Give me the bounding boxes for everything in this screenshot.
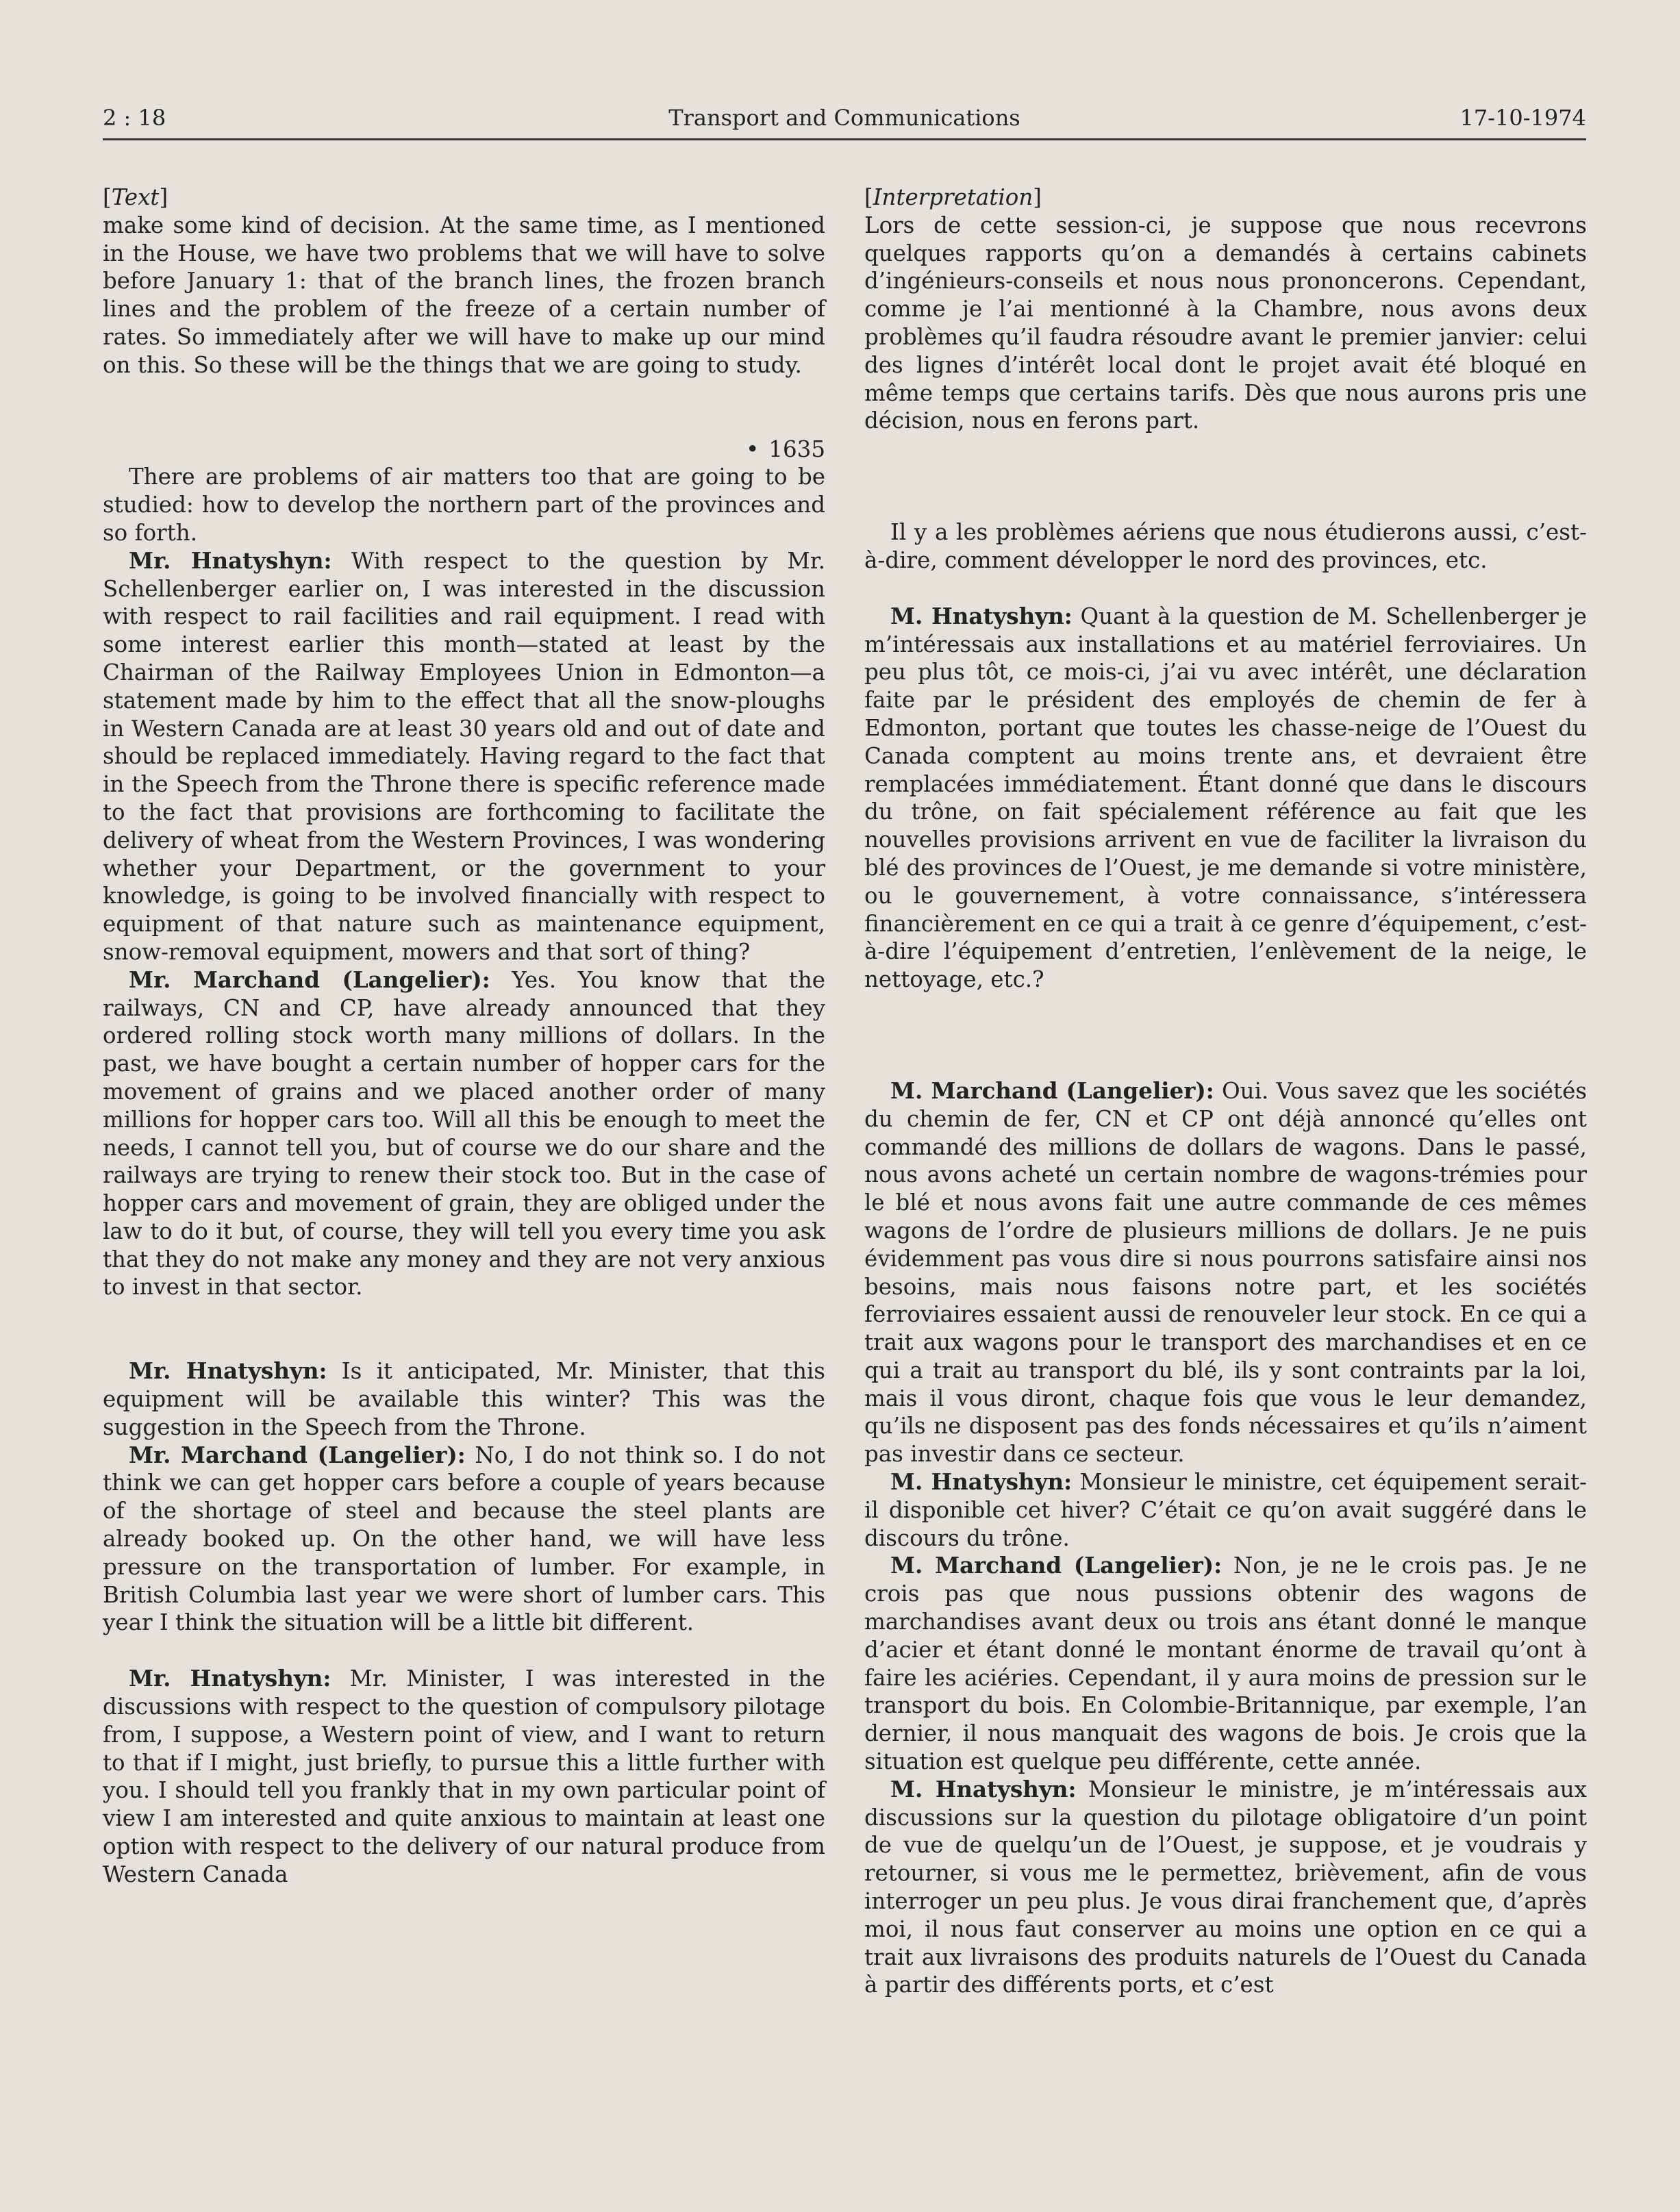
page-number: 2 : 18 bbox=[103, 105, 166, 131]
speech-paragraph: Mr. Hnatyshyn: Is it anticipated, Mr. Minister, that this equipment will be available this winter? This was the suggestion in the Speech from the Throne. bbox=[103, 1357, 825, 1440]
paragraph: make some kind of decision. At the same time, as I mentioned in the House, we have two problems that we will have to solve before January 1: that of the branch lines, the frozen branch lines and the problem of the freeze of a certain number of rates. So immediately after we will have to make up our mind on this. So these will be the things that we are going to study. bbox=[103, 212, 825, 378]
speaker-name: M. Hnatyshyn: bbox=[890, 602, 1073, 629]
speaker-name: Mr. Marchand (Langelier): bbox=[129, 1441, 466, 1468]
speech-paragraph: M. Hnatyshyn: Monsieur le ministre, je m’intéressais aux discussions sur la question du pilotage obligatoire d’un point de vue de quelqu’un de l’Ouest, je suppose, et je voudrais y retourner, si vous me le permettez, brièvement, afin de vous interroger un peu plus. Je vous dirai franchement que, d’après moi, il nous faut conserver au moins une option en ce qui a trait aux livraisons des produits naturels de l’Ouest du Canada à partir des différents ports, et c’est bbox=[864, 1775, 1587, 1998]
text-label: [Text] bbox=[103, 184, 168, 210]
speech-paragraph: Mr. Hnatyshyn: With respect to the question by Mr. Schellenberger earlier on, I was interested in the discussion with respect to rail facilities and rail equipment. I read with some interest earlier this month—stated at least by the Chairman of the Railway Employees Union in Edmonton—a statement made by him to the effect that all the snow-ploughs in Western Canada are at least 30 years old and out of date and should be replaced immediately. Having regard to the fact that in the Speech from the Throne there is specific reference made to the fact that provisions are forthcoming to facilitate the delivery of wheat from the Western Provinces, I was wondering whether your Department, or the government to your knowledge, is going to be involved financially with respect to equipment of that nature such as maintenance equipment, snow-removal equipment, mowers and that sort of thing? bbox=[103, 546, 825, 965]
paragraph: Il y a les problèmes aériens que nous étudierons aussi, c’est-à-dire, comment développer le nord des provinces, etc. bbox=[864, 519, 1587, 573]
page-header bbox=[103, 104, 1586, 140]
speaker-name: M. Marchand (Langelier): bbox=[890, 1552, 1223, 1579]
running-title: Transport and Communications bbox=[668, 105, 1020, 131]
speech-paragraph: Mr. Hnatyshyn: Mr. Minister, I was interested in the discussions with respect to the question of compulsory pilotage from, I suppose, a Western point of view, and I want to return to that if I might, just briefly, to pursue this a little further with you. I should tell you frankly that in my own particular point of view I am interested and quite anxious to maintain at least one option with respect to the delivery of our natural produce from Western Canada bbox=[103, 1665, 825, 1887]
speaker-name: Mr. Hnatyshyn: bbox=[129, 546, 332, 574]
speech-paragraph: Mr. Marchand (Langelier): No, I do not think so. I do not think we can get hopper cars before a couple of years because of the shortage of steel and because the steel plants are already booked up. On the other hand, we will have less pressure on the transportation of lumber. For example, in British Columbia last year we were short of lumber cars. This year I think the situation will be a little bit different. bbox=[103, 1441, 825, 1636]
speaker-name: M. Marchand (Langelier): bbox=[890, 1077, 1214, 1104]
english-column bbox=[103, 184, 825, 1889]
speech-paragraph: M. Hnatyshyn: Monsieur le ministre, cet équipement serait-il disponible cet hiver? C’était ce qu’on avait suggéré dans le discours du trône. bbox=[864, 1468, 1587, 1551]
paragraph: Lors de cette session-ci, je suppose que nous recevrons quelques rapports qu’on a demandés à certains cabinets d’ingénieurs-conseils et nous nous prononcerons. Cependant, comme je l’ai mentionné à la Chambre, nous avons deux problèmes qu’il faudra résoudre avant le premier janvier: celui des lignes d’intérêt local dont le projet avait été bloqué en même temps que certains tarifs. Dès que nous aurons pris une décision, nous en ferons part. bbox=[864, 212, 1587, 434]
speaker-name: M. Hnatyshyn: bbox=[890, 1775, 1077, 1802]
speech-paragraph: Mr. Marchand (Langelier): Yes. You know that the railways, CN and CP, have already announced that they ordered rolling stock worth many millions of dollars. In the past, we have bought a certain number of hopper cars for the movement of grains and we placed another order of many millions for hopper cars too. Will all this be enough to meet the needs, I cannot tell you, but of course we do our share and the railways are trying to renew their stock too. But in the case of hopper cars and movement of grain, they are obliged under the law to do it but, of course, they will tell you every time you ask that they do not make any money and they are not very anxious to invest in that sector. bbox=[103, 966, 826, 1300]
french-column bbox=[864, 184, 1587, 1999]
interpretation-label: [Interpretation] bbox=[864, 184, 1042, 210]
speech-paragraph: M. Marchand (Langelier): Non, je ne le crois pas. Je ne crois pas que nous pussions obtenir des wagons de marchandises avant deux ou trois ans étant donné le manque d’acier et étant donné le montant énorme de travail qu’ont à faire les aciéries. Cependant, il y aura moins de pression sur le transport du bois. En Colombie-Britannique, par exemple, l’an dernier, il nous manquait des wagons de bois. Je crois que la situation est quelque peu différente, cette année. bbox=[864, 1552, 1588, 1775]
time-marker: • 1635 bbox=[103, 436, 825, 464]
speaker-name: Mr. Hnatyshyn: bbox=[129, 1665, 331, 1692]
speaker-name: Mr. Hnatyshyn: bbox=[129, 1357, 327, 1385]
speaker-name: Mr. Marchand (Langelier): bbox=[129, 966, 490, 993]
bullet-icon bbox=[746, 436, 768, 462]
speaker-name: M. Hnatyshyn: bbox=[890, 1468, 1073, 1496]
speech-paragraph: M. Marchand (Langelier): Oui. Vous savez que les sociétés du chemin de fer, CN et CP ont déjà annoncé qu’elles ont commandé des millions de dollars de wagons. Dans le passé, nous avons acheté un certain nombre de wagons-trémies pour le blé et nous avons fait une autre commande de ces mêmes wagons de l’ordre de plusieurs millions de dollars. Je ne puis évidemment pas vous dire si nous pourrons satisfaire ainsi nos besoins, mais nous faisons notre part, et les sociétés ferroviaires essaient aussi de renouveler leur stock. En ce qui a trait aux wagons pour le transport des marchandises et en ce qui a trait au transport du blé, ils y sont contraints par la loi, mais il vous diront, chaque fois que vous le leur demandez, qu’ils ne disposent pas des fonds nécessaires et qu’ils n’aiment pas investir dans ce secteur. bbox=[864, 1077, 1587, 1468]
speech-paragraph: M. Hnatyshyn: Quant à la question de M. Schellenberger je m’intéressais aux installations et au matériel ferroviaires. Un peu plus tôt, ce mois-ci, j’ai vu avec intérêt, une déclaration faite par le président des employés de chemin de fer à Edmonton, portant que toutes les chasse-neige de l’Ouest du Canada comptent au moins trente ans, et devraient être remplacées immédiatement. Étant donné que dans le discours du trône, on fait spécialement référence au fait que les nouvelles provisions arrivent en vue de faciliter la livraison du blé des provinces de l’Ouest, je me demande si votre ministère, ou le gouvernement, à votre connaissance, s’intéressera financièrement en ce qui a trait à ce genre d’équipement, c’est-à-dire l’équipement d’entretien, l’enlèvement de la neige, le nettoyage, etc.? bbox=[864, 602, 1587, 993]
paragraph: There are problems of air matters too that are going to be studied: how to develop the northern part of the provinces and so forth. bbox=[103, 464, 825, 546]
header-date: 17-10-1974 bbox=[1459, 105, 1586, 131]
